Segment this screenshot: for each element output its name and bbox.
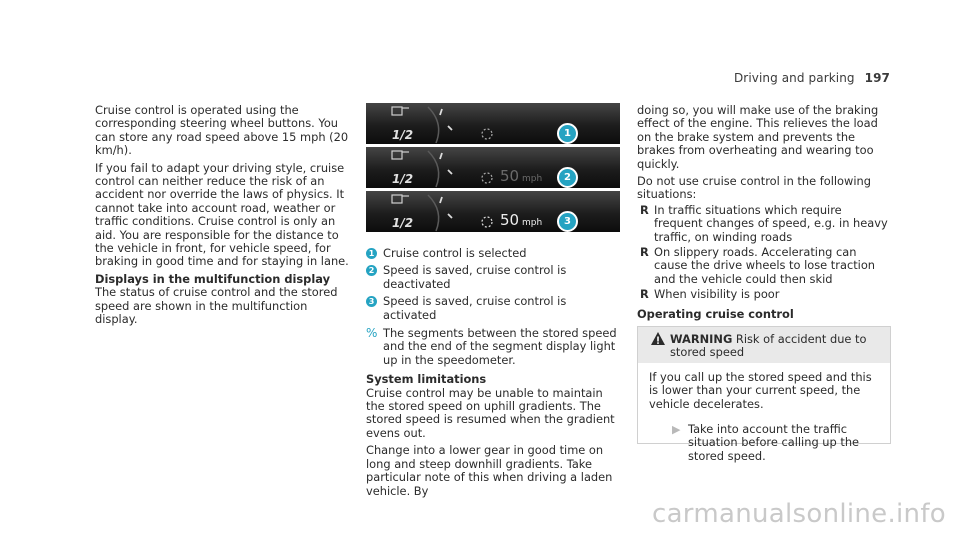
column-right (637, 104, 892, 321)
legend-item (366, 247, 621, 260)
note (366, 327, 621, 367)
warning-action (672, 423, 898, 463)
callout-1-icon: 1 (557, 123, 578, 144)
speed-unit: mph (522, 174, 543, 184)
legend-text: Speed is saved, cruise control is deactivated (383, 263, 567, 291)
paragraph: Do not use cruise control in the following situations: (637, 174, 871, 202)
section-heading: System limitations (366, 372, 487, 387)
warning-title: WARNING Risk of accident due to stored speed (670, 332, 867, 360)
section-heading: Displays in the multifunction display (95, 271, 330, 286)
warning-label: WARNING (670, 332, 733, 346)
speedometer-graphic (366, 147, 620, 188)
bullet-icon: R (640, 245, 649, 260)
paragraph: Cruise control is operated using the corresponding steering wheel buttons. You can store any road speed above 15 mph (20 km/h). (95, 103, 349, 158)
section-heading: Operating cruise control (637, 306, 794, 321)
paragraph: Cruise control may be unable to maintain the stored speed on uphill gradients. The stored speed is resumed when the gradient evens out. (366, 385, 615, 440)
legend-item (366, 264, 621, 291)
warning-triangle-icon (650, 331, 666, 347)
speedometer-graphic (366, 103, 620, 144)
note-text: The segments between the stored speed and the end of the segment display light up in the speedometer. (383, 326, 617, 367)
fraction-label: 1/2 (392, 216, 414, 230)
number-3-icon: 3 (366, 296, 377, 307)
speedometer-graphic (366, 191, 620, 232)
list-item: R On slippery roads. Accelerating can cause the drive wheels to lose traction and the vehicle could then skid (640, 245, 876, 286)
speed-unit: mph (522, 218, 543, 228)
number-2-icon: 2 (366, 265, 377, 276)
bullet-icon: R (640, 202, 649, 217)
info-note-icon: % (366, 326, 378, 341)
stored-speed: 50 (500, 167, 520, 185)
callout-2-icon: 2 (557, 167, 578, 188)
column-left (95, 104, 350, 331)
action-arrow-icon: ▶ (672, 423, 681, 436)
bullet-icon: R (640, 287, 649, 302)
warning-box (637, 326, 891, 463)
action-text: Take into account the traffic situation before calling up the stored speed. (688, 422, 860, 463)
number-1-icon: 1 (366, 248, 377, 259)
fraction-label: 1/2 (392, 172, 414, 186)
callout-3-icon: 3 (557, 211, 578, 232)
legend-text: Cruise control is selected (383, 246, 527, 260)
display-panel-2 (366, 147, 620, 188)
list-item: R When visibility is poor (640, 287, 780, 302)
watermark: carmanualsonline.info (651, 499, 946, 529)
paragraph: doing so, you will make use of the braking effect of the engine. This relieves the load on the brake system and prevents the brakes from overheating and wearing too quickly. (637, 103, 879, 171)
legend-item (366, 295, 621, 322)
paragraph: If you fail to adapt your driving style, cruise control can neither reduce the risk of an accident nor override the laws of physics. It cannot take into account road, weather or traffic conditions. Cruise control is only an aid. You are responsible for the distance to the vehicle in front, for vehicle speed, for braking in good time and for staying in lane. (95, 160, 349, 269)
paragraph: The status of cruise control and the stored speed are shown in the multifunction display. (95, 285, 338, 327)
warning-header (638, 327, 890, 363)
page-header (734, 71, 890, 85)
display-panel-3 (366, 191, 620, 232)
multifunction-display-figure (366, 103, 620, 233)
page-number: 197 (864, 71, 890, 85)
display-panel-1 (366, 103, 620, 144)
paragraph: Change into a lower gear in good time on long and steep downhill gradients. Take particular note of this when driving a laden vehicle. By (366, 443, 613, 498)
column-middle (366, 247, 621, 502)
warning-body: If you call up the stored speed and this is lower than your current speed, the vehicle decelerates. (649, 370, 872, 411)
section-title: Driving and parking (733, 71, 855, 85)
fraction-label: 1/2 (392, 128, 414, 142)
legend-text: Speed is saved, cruise control is activated (383, 294, 567, 322)
list-item: R In traffic situations which require frequent changes of speed, e.g. in heavy traffic, on winding roads (640, 202, 888, 244)
bullet-list (637, 204, 892, 302)
stored-speed: 50 (500, 211, 520, 229)
